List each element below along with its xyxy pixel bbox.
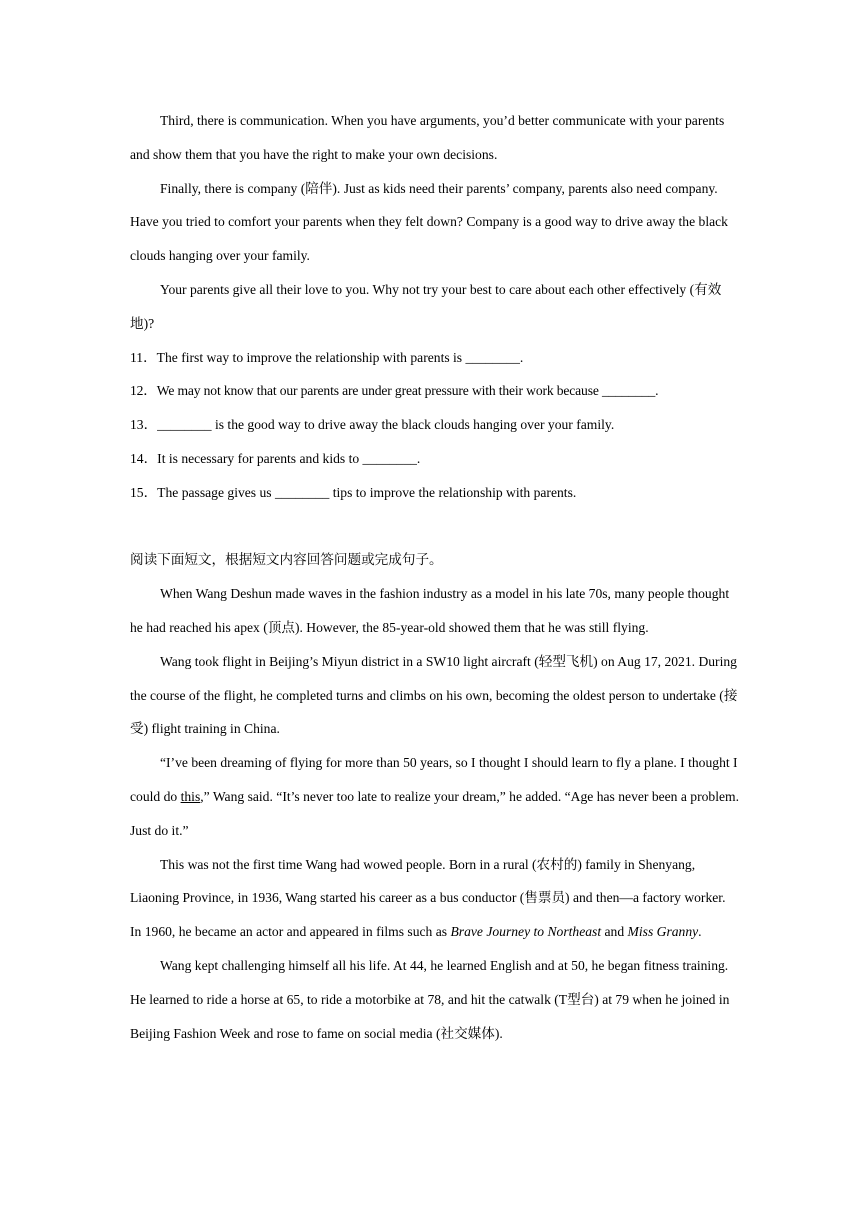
document-page — [130, 104, 740, 1050]
section-gap — [130, 510, 740, 544]
question-11: 11．The first way to improve the relationship with parents is ________. — [130, 349, 524, 365]
underlined-word-this: this — [180, 788, 201, 804]
paragraph-wang-challenges: Wang kept challenging himself all his life. At 44, he learned English and at 50, he began fitness training. He learned to ride a horse at 65, to ride a motorbike at 78, and hit the catwalk (T型台) at 79 when he joined in Beijing Fashion Week and rose to fame on social media (社交媒体). — [130, 957, 730, 1041]
film-title-1: Brave Journey to Northeast — [450, 924, 602, 940]
paragraph-wang-model: When Wang Deshun made waves in the fashion industry as a model in his late 70s, many people thought he had reached his apex (顶点). However, the 85-year-old showed them that he was still flying. — [130, 586, 730, 635]
quote-text-b: ,” Wang said. “It’s never too late to realize your dream,” he added. “Age has never been a problem. Just do it.” — [130, 788, 740, 838]
question-15: 15．The passage gives us ________ tips to improve the relationship with parents. — [130, 484, 577, 500]
section-instruction: 阅读下面短文，根据短文内容回答问题或完成句子。 — [130, 552, 443, 568]
paragraph-wang-quote — [130, 746, 740, 847]
paragraph-communication: Third, there is communication. When you have arguments, you’d better communicate with your parents and show them that you have the right to make your own decisions. — [130, 113, 725, 162]
paragraph-wang-career — [130, 848, 740, 949]
question-14: 14．It is necessary for parents and kids to ________. — [130, 450, 421, 466]
paragraph-wang-flight: Wang took flight in Beijing’s Miyun district in a SW10 light aircraft (轻型飞机) on Aug 17, 2021. During the course of the flight, he completed turns and climbs on his own, becoming the oldest person to undertake (接受) flight training in China. — [130, 653, 738, 737]
paragraph-company: Finally, there is company (陪伴). Just as kids need their parents’ company, parents also need company. Have you tried to comfort your parents when they felt down? Company is a good way to drive away the black clouds hanging over your family. — [130, 180, 728, 264]
film-title-2: Miss Granny — [627, 924, 699, 940]
question-12: 12．We may not know that our parents are under great pressure with their work because ________. — [130, 383, 659, 399]
career-end: . — [698, 924, 702, 940]
question-13: 13．________ is the good way to drive away the black clouds hanging over your family. — [130, 417, 615, 433]
career-text: This was not the first time Wang had wowed people. Born in a rural (农村的) family in Shenyang, Liaoning Province, in 1936, Wang started his career as a bus conductor (售票员) and then—a factory worker. In 1960, he became an actor and appeared in films such as — [130, 856, 726, 940]
paragraph-conclusion: Your parents give all their love to you. Why not try your best to care about each other effectively (有效地)? — [130, 281, 722, 331]
career-and: and — [601, 924, 628, 940]
quote-text-a: “I’ve been dreaming of flying for more than 50 years, so I thought I should learn to fly a plane. I thought I could do — [130, 755, 738, 804]
